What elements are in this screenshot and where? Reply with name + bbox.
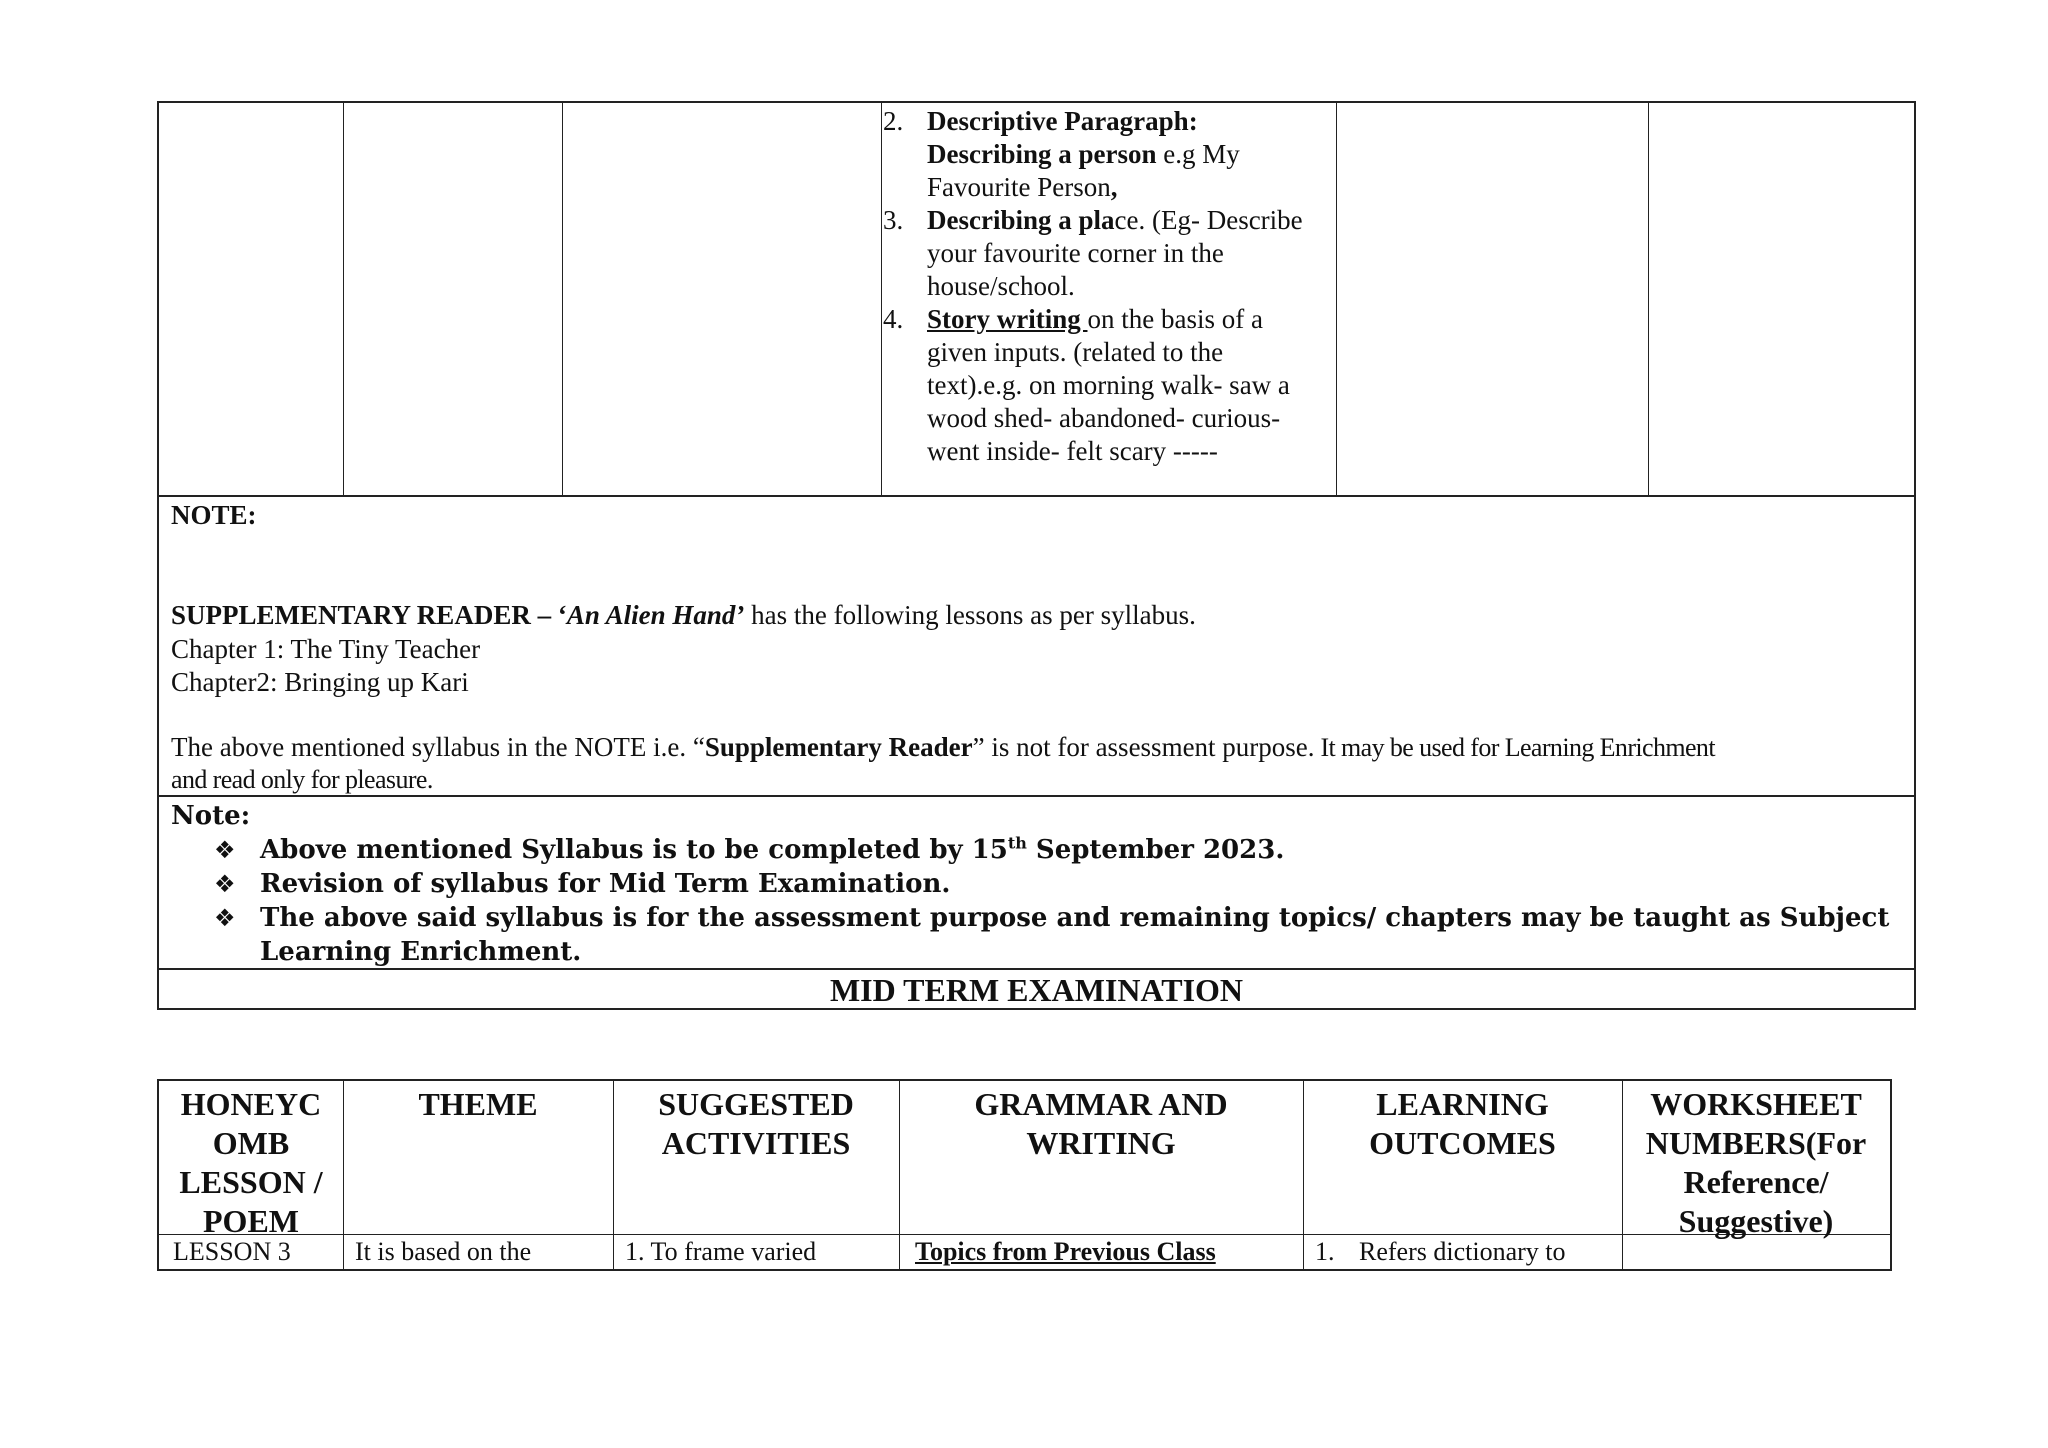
bullet-icon: ❖ [214, 904, 236, 932]
dash: – ‘ [530, 600, 567, 630]
cell-lesson: LESSON 3 [173, 1237, 291, 1266]
header-worksheet: WORKSHEET NUMBERS(For Reference/ Suggestive) [1645, 1086, 1867, 1239]
item-text: , [1110, 172, 1118, 202]
item-number: 2. [883, 106, 904, 136]
book-title: An Alien Hand’ [566, 600, 745, 630]
assessment-remark-cont: and read only for pleasure. [171, 765, 433, 794]
header-activities: SUGGESTED ACTIVITIES [658, 1086, 854, 1161]
item-number: 4. [883, 304, 904, 334]
row-divider [159, 1234, 1890, 1235]
bullet-item [214, 901, 1904, 969]
cell-outcomes: Refers dictionary to [1359, 1237, 1566, 1266]
cell-activities: 1. To frame varied [625, 1237, 817, 1266]
remark-text: ” is not for assessment purpose. [972, 732, 1315, 762]
remark-text: It may be used for Learning Enrichment [1314, 733, 1715, 762]
superscript: th [1007, 833, 1027, 853]
writing-topic-item [883, 105, 1323, 204]
chapter-1: Chapter 1: The Tiny Teacher [171, 634, 481, 664]
supplementary-text: has the following lessons as per syllabus. [744, 600, 1196, 630]
bullet-item [214, 833, 1904, 867]
chapter-2: Chapter2: Bringing up Kari [171, 667, 469, 697]
column-divider [1648, 103, 1649, 495]
column-divider [1336, 103, 1337, 495]
supplementary-note [157, 495, 1916, 797]
supplementary-reader-line [171, 599, 1196, 632]
item-text: Describing a pla [927, 205, 1115, 235]
note-heading: Note: [171, 801, 251, 831]
bullet-icon: ❖ [214, 836, 236, 864]
assessment-remark [171, 731, 1715, 764]
midterm-syllabus-table [157, 1079, 1892, 1271]
writing-topic-item [883, 303, 1323, 468]
item-number: 3. [883, 205, 904, 235]
midterm-heading: MID TERM EXAMINATION [157, 968, 1916, 1010]
item-text: ce. (Eg- Describe your favourite corner in the house/school. [927, 205, 1303, 301]
item-text: on the basis of a given inputs. (related to the text).e.g. on morning walk- saw a wood shed- abandoned- curious- went inside- felt scary ----- [927, 304, 1290, 466]
bullet-text [214, 833, 1904, 867]
syllabus-table-continuation [157, 101, 1916, 497]
bullet-text: Revision of syllabus for Mid Term Examination. [260, 869, 951, 899]
header-theme: THEME [418, 1086, 538, 1122]
header-lesson: HONEYC OMB LESSON / POEM [179, 1086, 323, 1239]
column-divider [881, 103, 882, 495]
remark-text: The above mentioned syllabus in the NOTE i.e. “ [171, 732, 705, 762]
cell-theme: It is based on the [355, 1237, 532, 1266]
bullet-text: The above said syllabus is for the assessment purpose and remaining topics/ chapters may be taught as Subject Learning Enrichment. [260, 903, 1890, 967]
header-outcomes: LEARNING OUTCOMES [1369, 1086, 1556, 1161]
bullet-icon: ❖ [214, 870, 236, 898]
item-text: Story writing [927, 304, 1088, 334]
writing-topics-list [883, 105, 1323, 468]
supplementary-label: SUPPLEMENTARY READER [171, 600, 531, 630]
cell-worksheet [1634, 1236, 1888, 1270]
bullet-text-part: September 2023. [1026, 835, 1285, 865]
item-text: e.g My Favourite Person [927, 139, 1240, 202]
note-heading: NOTE: [171, 500, 257, 530]
completion-note [157, 795, 1916, 970]
bullet-text-part: Above mentioned Syllabus is to be completed by 15 [260, 835, 1008, 865]
column-divider [562, 103, 563, 495]
header-grammar: GRAMMAR AND WRITING [974, 1086, 1228, 1161]
item-text: Descriptive Paragraph: Describing a person [927, 106, 1198, 169]
column-divider [343, 103, 344, 495]
writing-topic-item [883, 204, 1323, 303]
bullet-item [214, 867, 1904, 901]
cell-grammar: Topics from Previous Class [915, 1237, 1216, 1266]
cell-outcomes-number: 1. [1315, 1237, 1335, 1266]
remark-bold: Supplementary Reader [704, 732, 973, 762]
